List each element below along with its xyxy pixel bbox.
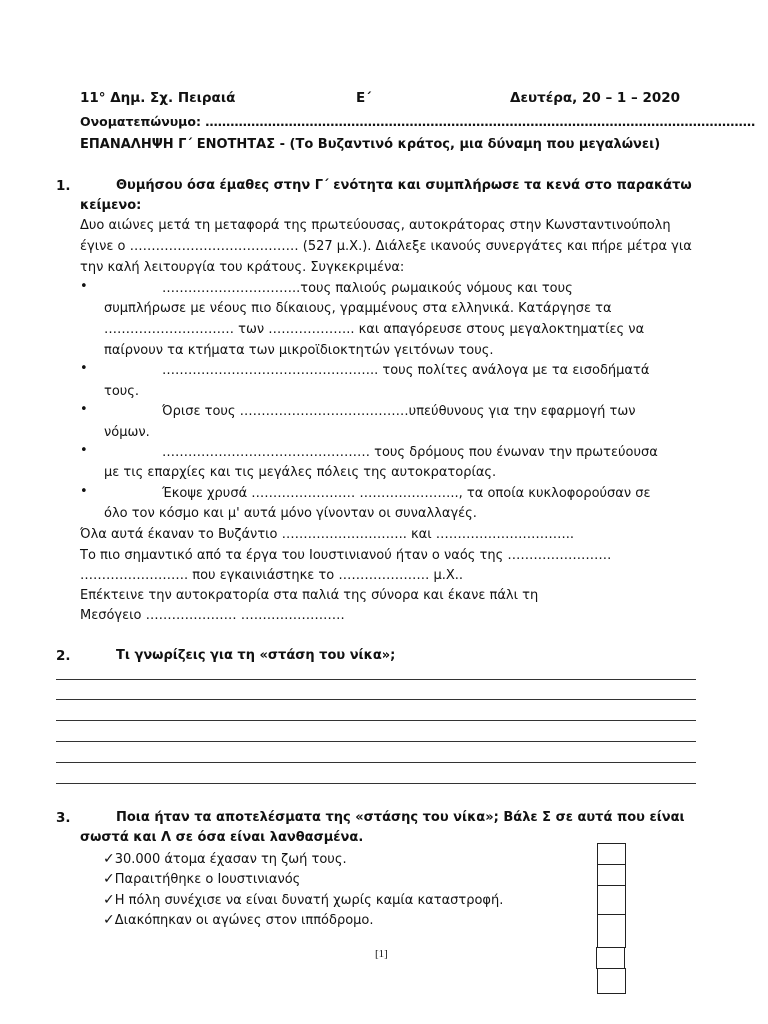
q1-b1-line1: …………………………..τους παλιούς ρωμαικούς νόμους και τους: [162, 281, 573, 296]
q1-b1-line2: συμπλήρωσε με νέους πιο δίκαιους, γραμμένους στα ελληνικά. Κατάργησε τα: [104, 301, 612, 316]
answer-line[interactable]: [56, 679, 696, 680]
q1-prompt-line2: κείμενο:: [80, 198, 142, 213]
q1-b3-line2: νόμων.: [104, 425, 150, 440]
date-label: Δευτέρα, 20 – 1 – 2020: [510, 90, 681, 106]
bullet-icon: •: [80, 402, 88, 417]
q1-after-line4: Επέκτεινε την αυτοκρατορία στα παλιά της σύνορα και έκανε πάλι τη: [80, 588, 539, 603]
name-field-label: Ονοματεπώνυμο: ……………………………………………………………………………………………………………………: [80, 114, 756, 129]
answer-box[interactable]: [597, 914, 626, 948]
q3-item: [103, 910, 374, 932]
q1-b5-line2: όλο τον κόσμο και μ' αυτά μόνο γίνονταν οι συναλλαγές.: [104, 506, 477, 521]
q1-prompt-line1: Θυμήσου όσα έμαθες στην Γ΄ ενότητα και συμπλήρωσε τα κενά στο παρακάτω: [116, 178, 692, 193]
q1-intro-line3: την καλή λειτουργία του κράτους. Συγκεκριμένα:: [80, 260, 405, 275]
q1-b4-line2: με τις επαρχίες και τις μεγάλες πόλεις της αυτοκρατορίας.: [104, 465, 497, 480]
answer-box[interactable]: [597, 843, 626, 865]
q1-b5-line1: Έκοψε χρυσά …………………… ………………….., τα οποία κυκλοφορούσαν σε: [162, 486, 651, 501]
page-number: [1]: [375, 948, 388, 960]
q1-number: 1.: [56, 178, 71, 194]
q3-item-text: Διακόπηκαν οι αγώνες στον ιππόδρομο.: [114, 913, 374, 928]
q3-prompt-line1: Ποια ήταν τα αποτελέσματα της «στάσης του νίκα»; Βάλε Σ σε αυτά που είναι: [116, 810, 685, 825]
answer-line[interactable]: [56, 720, 696, 721]
q3-item-text: 30.000 άτομα έχασαν τη ζωή τους.: [114, 852, 347, 867]
q1-after-line2: Το πιο σημαντικό από τα έργα του Ιουστινιανού ήταν ο ναός της ……………………: [80, 548, 612, 563]
q1-b2-line2: τους.: [104, 384, 140, 399]
bullet-icon: •: [80, 279, 88, 294]
answer-line[interactable]: [56, 741, 696, 742]
q1-b1-line3: ………………………… των ……………….. και απαγόρευσε στους μεγαλοκτηματίες να: [104, 322, 645, 337]
bullet-icon: •: [80, 361, 88, 376]
q1-after-line1: Όλα αυτά έκαναν το Βυζάντιο ……………………….. και …………………………..: [80, 527, 575, 542]
q3-item-text: Παραιτήθηκε ο Ιουστινιανός: [114, 872, 301, 887]
checkmark-icon: ✓: [103, 912, 115, 928]
q3-item-text: Η πόλη συνέχισε να είναι δυνατή χωρίς καμία καταστροφή.: [114, 893, 504, 908]
checkmark-icon: ✓: [103, 871, 115, 887]
checkmark-icon: ✓: [103, 892, 115, 908]
q1-b4-line1: ………………………………………… τους δρόμους που ένωναν την πρωτεύουσα: [162, 445, 658, 460]
answer-box[interactable]: [597, 885, 626, 915]
q1-b3-line1: Όρισε τους …………………………………υπεύθυνους για την εφαρμογή των: [162, 404, 636, 419]
q1-b1-line4: παίρνουν τα κτήματα των μικροϊδιοκτητών γειτόνων τους.: [104, 343, 494, 358]
q1-intro-line1: Δυο αιώνες μετά τη μεταφορά της πρωτεύουσας, αυτοκράτορας στην Κωνσταντινούπολη: [80, 218, 671, 233]
answer-line[interactable]: [56, 762, 696, 763]
answer-box[interactable]: [597, 968, 626, 994]
answer-box[interactable]: [596, 947, 625, 969]
q2-number: 2.: [56, 648, 71, 664]
q3-item: [103, 869, 300, 891]
checkmark-icon: ✓: [103, 851, 115, 867]
worksheet-title: ΕΠΑΝΑΛΗΨΗ Γ΄ ΕΝΟΤΗΤΑΣ - (Το Βυζαντινό κράτος, μια δύναμη που μεγαλώνει): [80, 137, 661, 152]
q3-prompt-line2: σωστά και Λ σε όσα είναι λανθασμένα.: [80, 830, 364, 845]
answer-box[interactable]: [597, 864, 626, 886]
answer-line[interactable]: [56, 783, 696, 784]
q1-after-line3: ……………………. που εγκαινιάστηκε το ………………… μ.Χ..: [80, 568, 464, 583]
q2-prompt: Τι γνωρίζεις για τη «στάση του νίκα»;: [116, 648, 396, 663]
q1-b2-line1: ………………………………………….. τους πολίτες ανάλογα με τα εισοδήματά: [162, 363, 650, 378]
q3-item: [103, 890, 503, 912]
q3-number: 3.: [56, 810, 71, 826]
bullet-icon: •: [80, 443, 88, 458]
q3-item: [103, 849, 347, 871]
class-label: Ε΄: [356, 90, 372, 106]
q1-after-line5: Μεσόγειο ………………… ……………………: [80, 608, 345, 623]
answer-line[interactable]: [56, 699, 696, 700]
q1-intro-line2: έγινε ο ………………………………… (527 μ.Χ.). Διάλεξε ικανούς συνεργάτες και πήρε μέτρα για: [80, 239, 692, 254]
school-name: 11° Δημ. Σχ. Πειραιά: [80, 90, 236, 106]
bullet-icon: •: [80, 484, 88, 499]
